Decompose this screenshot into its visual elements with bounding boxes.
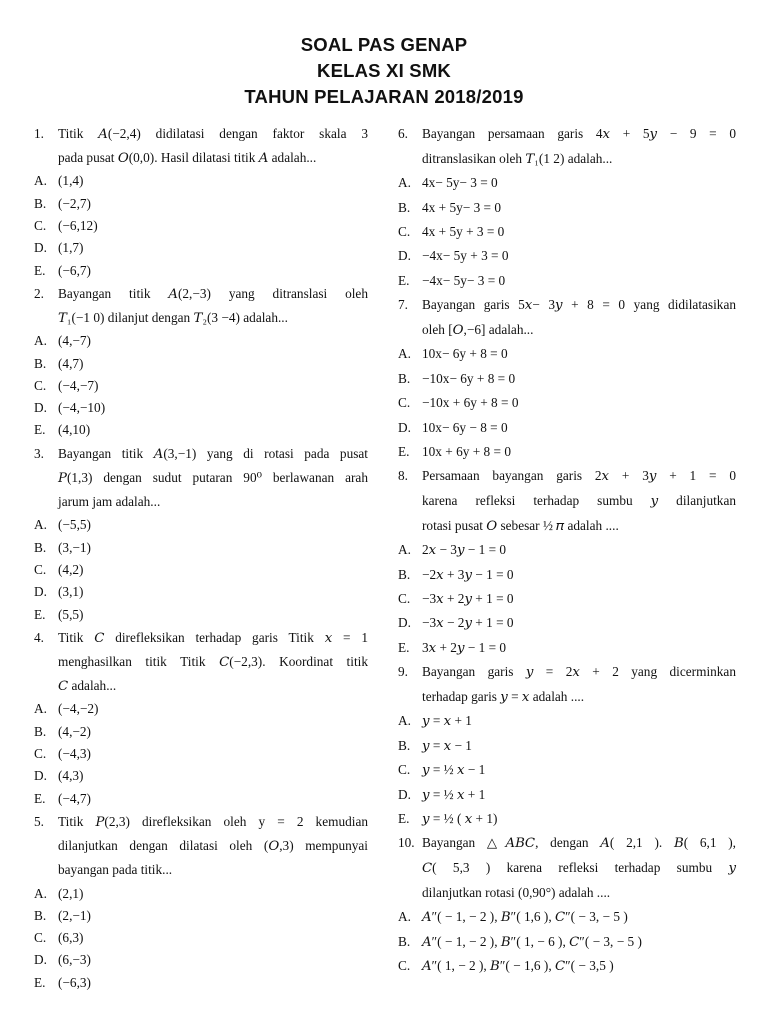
exam-class: KELAS XI SMK	[317, 60, 451, 81]
question-number: 7.	[398, 297, 408, 313]
option-label: E.	[398, 811, 410, 827]
option-text: (−6,3)	[58, 974, 91, 990]
answer-option	[398, 171, 736, 195]
option-label: C.	[398, 958, 411, 974]
question-stem	[398, 831, 736, 905]
answer-option	[398, 783, 736, 807]
question-stem	[398, 464, 736, 538]
question-block	[398, 660, 736, 831]
question-stem	[34, 282, 368, 330]
question-text-line: dilanjutkan rotasi (0,90°) adalah ....	[422, 884, 611, 900]
answer-option	[398, 807, 736, 831]
option-text: 10x− 6y + 8 = 0	[422, 346, 508, 362]
answer-option	[34, 237, 368, 259]
option-label: C.	[34, 561, 47, 577]
question-number: 5.	[34, 813, 44, 829]
option-label: B.	[34, 195, 47, 211]
question-number: 1.	[34, 126, 44, 141]
option-text: −3𝑥 + 2𝑦 + 1 = 0	[422, 591, 514, 607]
option-text: (−5,5)	[58, 517, 91, 533]
option-text: −4x− 5y + 3 = 0	[422, 248, 509, 264]
option-text: (1,7)	[58, 240, 84, 256]
option-label: E.	[398, 639, 410, 655]
option-text: 2𝑥 − 3𝑦 − 1 = 0	[422, 542, 507, 558]
option-text: −2𝑥 + 3𝑦 − 1 = 0	[422, 566, 514, 582]
question-block	[34, 282, 368, 442]
question-text-line: Bayangan garis 5𝑥− 3𝑦 + 8 = 0 yang didilatasikan	[422, 297, 736, 313]
option-label: C.	[34, 218, 47, 233]
question-text-line: dilanjutkan dengan dilatasi oleh (𝑂,3) mempunyai	[58, 838, 368, 854]
exam-year: TAHUN PELAJARAN 2018/2019	[244, 86, 524, 107]
option-text: −4x− 5y− 3 = 0	[422, 272, 506, 288]
answer-option	[34, 375, 368, 397]
option-text: (3,−1)	[58, 539, 91, 555]
answer-option	[398, 391, 736, 415]
answer-option	[34, 721, 368, 743]
option-label: A.	[398, 346, 411, 362]
question-text-line: 𝑃(1,3) dengan sudut putaran 90⁰ berlawanan arah	[58, 469, 368, 485]
question-number: 3.	[34, 445, 44, 461]
answer-option	[398, 563, 736, 587]
question-number: 6.	[398, 126, 408, 141]
question-text-line: Bayangan titik 𝐴(2,−3) yang ditranslasi oleh	[58, 285, 368, 301]
answer-option	[34, 698, 368, 720]
option-label: B.	[398, 199, 411, 215]
question-number: 10.	[398, 835, 415, 851]
option-text: (−4,−7)	[58, 377, 99, 393]
option-label: D.	[398, 786, 411, 802]
question-text-line: 𝐶 adalah...	[58, 678, 117, 694]
option-label: E.	[34, 790, 46, 806]
question-text-line: oleh [𝑂,−6] adalah...	[422, 321, 534, 337]
question-text-line: Persamaan bayangan garis 2𝑥 + 3𝑦 + 1 = 0	[422, 468, 736, 484]
answer-option	[398, 220, 736, 244]
answer-option	[34, 972, 368, 994]
option-label: C.	[398, 395, 411, 411]
question-block	[398, 831, 736, 978]
option-label: E.	[34, 606, 46, 622]
exam-title: SOAL PAS GENAP	[300, 34, 468, 55]
option-text: (2,1)	[58, 885, 84, 901]
option-text: (−6,12)	[58, 218, 98, 233]
option-label: D.	[398, 248, 411, 264]
option-label: C.	[34, 746, 47, 762]
option-label: D.	[398, 615, 411, 631]
option-label: D.	[34, 584, 47, 600]
option-text: 𝐴″( − 1, − 2 ), 𝐵″( 1,6 ), 𝐶″( − 3, − 5 )	[422, 909, 628, 925]
option-text: (5,5)	[58, 606, 84, 622]
question-number: 2.	[34, 285, 44, 301]
question-number: 4.	[34, 629, 44, 645]
question-text-line: rotasi pusat 𝑂 sebesar ½ 𝜋 adalah ....	[422, 517, 619, 533]
option-label: D.	[34, 768, 47, 784]
option-text: 4x− 5y− 3 = 0	[422, 175, 498, 191]
option-text: (4,−2)	[58, 723, 91, 739]
option-text: 3𝑥 + 2𝑦 − 1 = 0	[422, 639, 507, 655]
option-text: (4,7)	[58, 355, 84, 371]
option-text: (4,3)	[58, 768, 84, 784]
option-text: (3,1)	[58, 584, 84, 600]
answer-option	[398, 440, 736, 464]
question-text-line: 𝑇₁(−1 0) dilanjut dengan 𝑇₂(3 −4) adalah...	[58, 310, 288, 326]
question-text-line: Bayangan titik 𝐴(3,−1) yang di rotasi pada pusat	[58, 445, 368, 461]
option-text: 𝑦 = ½ 𝑥 + 1	[422, 786, 486, 802]
option-text: 10x− 6y − 8 = 0	[422, 419, 508, 435]
question-text-line: Titik 𝑃(2,3) direfleksikan oleh y = 2 kemudian	[58, 813, 368, 829]
answer-option	[34, 170, 368, 192]
answer-option	[34, 260, 368, 282]
option-label: A.	[398, 909, 411, 925]
option-text: 4x + 5y− 3 = 0	[422, 199, 502, 215]
option-label: A.	[34, 173, 47, 189]
question-stem	[398, 293, 736, 342]
option-label: B.	[398, 737, 411, 753]
option-label: D.	[34, 240, 47, 256]
option-label: E.	[398, 444, 410, 460]
answer-option	[398, 611, 736, 635]
option-label: E.	[34, 422, 46, 438]
question-text-line: terhadap garis 𝑦 = 𝑥 adalah ....	[422, 688, 585, 704]
question-block	[398, 122, 736, 293]
question-stem	[34, 810, 368, 883]
option-text: (4,10)	[58, 422, 91, 438]
question-stem	[34, 122, 368, 170]
question-number: 9.	[398, 664, 408, 680]
question-text-line: karena refleksi terhadap sumbu 𝑦 dilanjutkan	[422, 493, 736, 509]
question-stem	[34, 626, 368, 699]
question-text-line: 𝐶( 5,3 ) karena refleksi terhadap sumbu 𝑦	[422, 860, 736, 876]
option-text: (−4,3)	[58, 746, 91, 762]
answer-option	[34, 537, 368, 559]
option-text: −3𝑥 − 2𝑦 + 1 = 0	[422, 615, 514, 631]
answer-option	[398, 342, 736, 366]
option-text: (−2,7)	[58, 195, 91, 211]
answer-option	[398, 244, 736, 268]
question-number: 8.	[398, 468, 408, 484]
option-text: (6,3)	[58, 930, 84, 946]
question-text-line: pada pusat 𝑂(0,0). Hasil dilatasi titik 𝐴 adalah...	[58, 150, 317, 166]
option-label: B.	[34, 723, 47, 739]
answer-option	[34, 883, 368, 905]
option-label: D.	[34, 952, 47, 968]
answer-option	[398, 758, 736, 782]
answer-option	[398, 954, 736, 978]
option-label: E.	[398, 272, 410, 288]
option-text: 𝑦 = ½ ( 𝑥 + 1)	[422, 811, 498, 827]
option-label: A.	[34, 885, 47, 901]
exam-header	[0, 32, 768, 110]
answer-option	[34, 419, 368, 441]
option-label: A.	[34, 517, 47, 533]
question-text-line: bayangan pada titik...	[58, 862, 173, 878]
answer-option	[398, 196, 736, 220]
question-text-line: menghasilkan titik Titik 𝐶(−2,3). Koordinat titik	[58, 654, 368, 670]
option-text: 4x + 5y + 3 = 0	[422, 224, 505, 239]
question-block	[34, 442, 368, 626]
option-label: C.	[398, 591, 411, 607]
option-label: E.	[34, 974, 46, 990]
option-text: 𝐴″( − 1, − 2 ), 𝐵″( 1, − 6 ), 𝐶″( − 3, − 5 )	[422, 933, 642, 949]
answer-option	[34, 765, 368, 787]
option-text: −10x− 6y + 8 = 0	[422, 370, 516, 386]
answer-option	[34, 927, 368, 949]
question-text-line: Bayangan △𝐴𝐵𝐶, dengan 𝐴( 2,1 ). 𝐵( 6,1 ),	[422, 835, 736, 851]
option-text: 𝑦 = 𝑥 + 1	[422, 713, 472, 729]
option-text: (−4,7)	[58, 790, 91, 806]
option-label: C.	[34, 377, 47, 393]
question-block	[398, 293, 736, 464]
option-label: D.	[398, 419, 411, 435]
answer-option	[398, 709, 736, 733]
option-label: B.	[398, 566, 411, 582]
answer-option	[34, 215, 368, 237]
question-text-line: Titik 𝐶 direfleksikan terhadap garis Titik 𝑥 = 1	[58, 629, 368, 645]
option-text: (1,4)	[58, 173, 84, 189]
answer-option	[398, 416, 736, 440]
question-stem	[34, 442, 368, 515]
answer-option	[398, 636, 736, 660]
right-column	[398, 122, 736, 978]
answer-option	[398, 367, 736, 391]
option-label: A.	[34, 701, 47, 717]
answer-option	[34, 581, 368, 603]
option-text: −10x + 6y + 8 = 0	[422, 395, 519, 411]
option-label: C.	[398, 762, 411, 778]
answer-option	[398, 269, 736, 293]
option-text: (6,−3)	[58, 952, 91, 968]
answer-option	[34, 788, 368, 810]
option-label: C.	[398, 224, 411, 239]
option-text: (−4,−2)	[58, 701, 99, 717]
question-text-line: jarum jam adalah...	[58, 494, 161, 510]
answer-option	[34, 949, 368, 971]
option-label: B.	[34, 355, 47, 371]
question-block	[34, 810, 368, 994]
option-label: A.	[398, 713, 411, 729]
option-label: B.	[398, 370, 411, 386]
answer-option	[34, 743, 368, 765]
option-text: (2,−1)	[58, 907, 91, 923]
answer-option	[398, 905, 736, 929]
option-text: 10x + 6y + 8 = 0	[422, 444, 511, 460]
option-text: (−6,7)	[58, 262, 91, 278]
option-label: B.	[34, 907, 47, 923]
option-label: D.	[34, 400, 47, 416]
answer-option	[34, 330, 368, 352]
option-text: 𝐴″( 1, − 2 ), 𝐵″( − 1,6 ), 𝐶″( − 3,5 )	[422, 958, 614, 974]
question-block	[398, 464, 736, 660]
question-stem	[398, 122, 736, 171]
answer-option	[34, 353, 368, 375]
question-text-line: Bayangan persamaan garis 4𝑥 + 5𝑦 − 9 = 0	[422, 126, 736, 141]
option-text: (−4,−10)	[58, 400, 106, 416]
answer-option	[398, 587, 736, 611]
answer-option	[34, 604, 368, 626]
option-label: B.	[398, 933, 411, 949]
answer-option	[398, 734, 736, 758]
question-stem	[398, 660, 736, 709]
option-text: 𝑦 = 𝑥 − 1	[422, 737, 472, 753]
answer-option	[34, 193, 368, 215]
answer-option	[398, 538, 736, 562]
question-block	[34, 626, 368, 810]
option-label: C.	[34, 930, 47, 946]
option-label: E.	[34, 262, 46, 278]
option-label: A.	[398, 175, 411, 191]
answer-option	[34, 905, 368, 927]
option-text: (4,−7)	[58, 333, 91, 349]
question-text-line: ditranslasikan oleh 𝑇₁(1 2) adalah...	[422, 150, 613, 166]
option-text: (4,2)	[58, 561, 84, 577]
answer-option	[34, 514, 368, 536]
option-label: A.	[34, 333, 47, 349]
option-label: A.	[398, 542, 411, 558]
option-text: 𝑦 = ½ 𝑥 − 1	[422, 762, 486, 778]
answer-option	[34, 559, 368, 581]
question-text-line: Titik 𝐴(−2,4) didilatasi dengan faktor skala 3	[58, 126, 368, 141]
question-text-line: Bayangan garis 𝑦 = 2𝑥 + 2 yang dicerminkan	[422, 664, 736, 680]
question-block	[34, 122, 368, 282]
answer-option	[398, 930, 736, 954]
left-column	[34, 122, 368, 994]
answer-option	[34, 397, 368, 419]
option-label: B.	[34, 539, 47, 555]
